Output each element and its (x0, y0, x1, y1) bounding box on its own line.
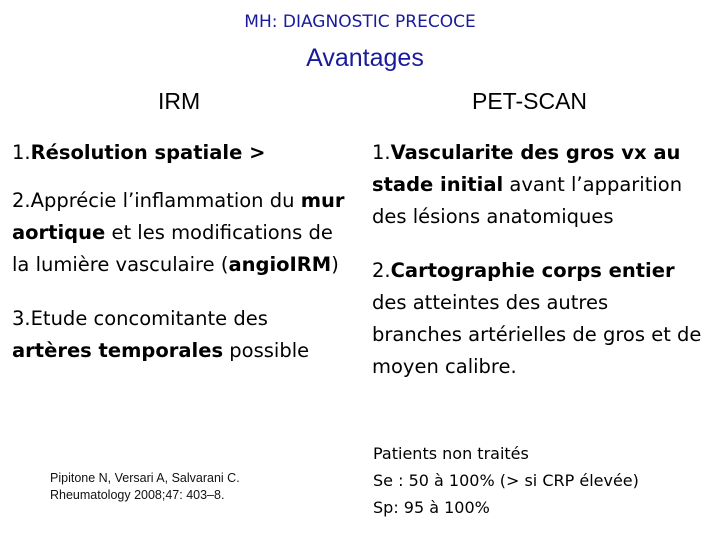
item-text: Apprécie l’inflammation du (30, 189, 301, 212)
sensitivity-line: Se : 50 à 100% (> si CRP élevée) (373, 471, 639, 490)
item-bold-text: Vascularite des gros vx au stade initial (372, 141, 681, 196)
reference-line: Rheumatology 2008;47: 403–8. (50, 488, 225, 502)
patients-line: Patients non traités (373, 444, 529, 463)
item-bold-text: Cartographie corps entier (390, 259, 675, 282)
item-text: ) (331, 253, 339, 276)
item-number: 1. (12, 141, 31, 164)
item-number: 1. (372, 141, 391, 164)
item-bold-text: angioIRM (228, 253, 332, 276)
item-text: possible (223, 339, 310, 362)
irm-item-1 (12, 137, 352, 169)
item-text: Etude concomitante des (30, 307, 268, 330)
irm-item-2 (12, 185, 352, 281)
specificity-line: Sp: 95 à 100% (373, 498, 490, 517)
item-bold-text: mur aortique (12, 189, 345, 244)
item-number: 3. (12, 307, 31, 330)
item-number: 2. (12, 189, 31, 212)
petscan-column (372, 137, 702, 383)
irm-heading: IRM (158, 88, 201, 114)
irm-item-3 (12, 303, 352, 367)
item-text: avant l’apparition des lésions anatomiques (372, 173, 683, 228)
petscan-item-2 (372, 255, 702, 383)
slide-subtitle: Avantages (306, 44, 424, 72)
patients-note (373, 440, 639, 521)
item-bold-text: Résolution spatiale > (30, 141, 266, 164)
reference-line: Pipitone N, Versari A, Salvarani C. (50, 471, 240, 485)
item-bold-text: artères temporales (12, 339, 224, 362)
petscan-item-1 (372, 137, 702, 233)
petscan-heading: PET-SCAN (472, 88, 588, 114)
item-text: des atteintes des autres branches artérielles de gros et de moyen calibre. (372, 291, 702, 378)
slide-title: MH: DIAGNOSTIC PRECOCE (244, 12, 476, 32)
irm-column (12, 137, 352, 367)
reference-citation (50, 470, 240, 504)
item-number: 2. (372, 259, 391, 282)
item-text: et les modifications de la lumière vasculaire ( (12, 221, 333, 276)
